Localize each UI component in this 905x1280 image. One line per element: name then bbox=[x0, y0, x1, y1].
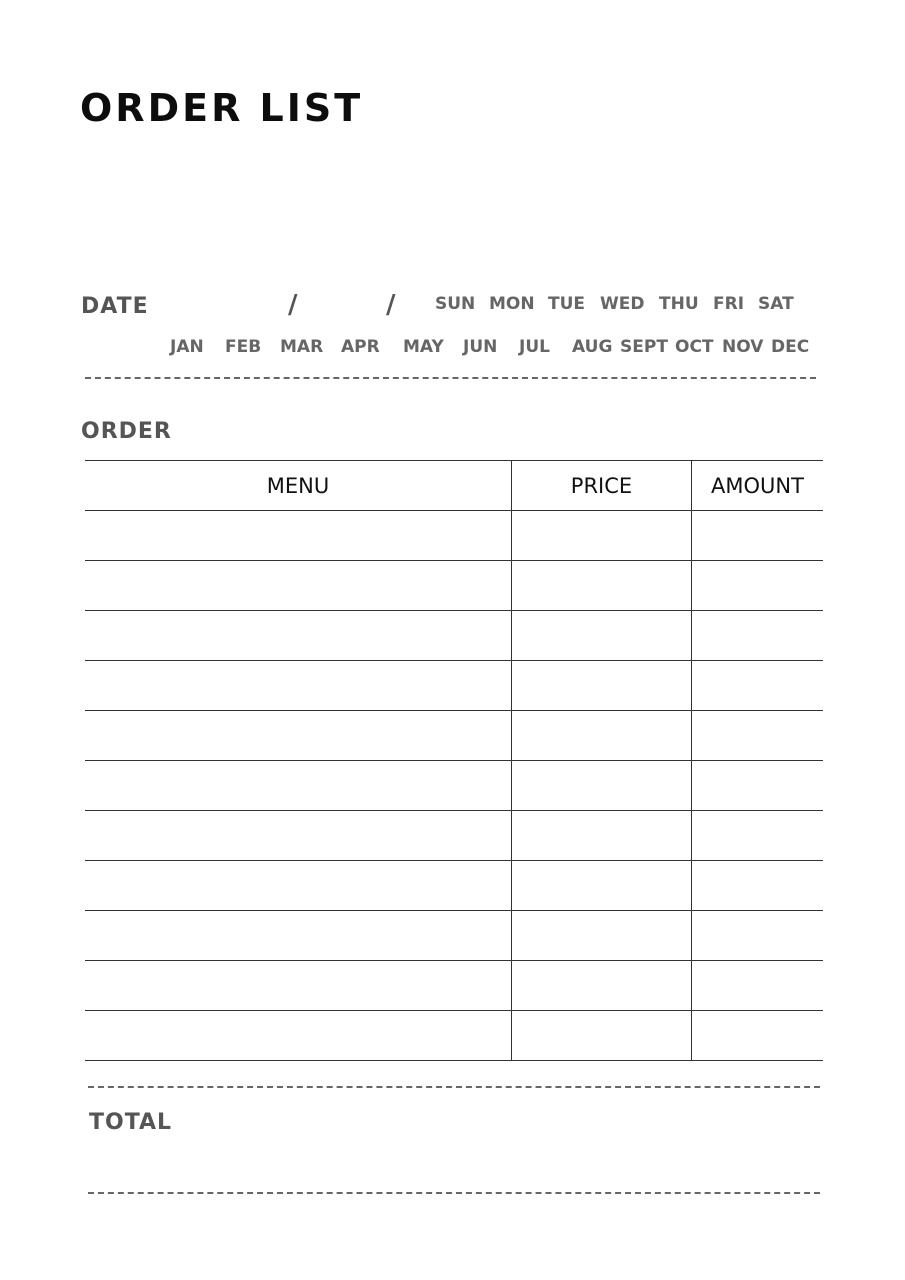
order-rows bbox=[85, 511, 823, 1061]
menu-cell[interactable] bbox=[85, 711, 512, 761]
table-row bbox=[85, 1011, 823, 1061]
amount-cell[interactable] bbox=[692, 861, 824, 911]
price-cell[interactable] bbox=[512, 711, 692, 761]
price-cell[interactable] bbox=[512, 611, 692, 661]
price-cell[interactable] bbox=[512, 1011, 692, 1061]
menu-cell[interactable] bbox=[85, 861, 512, 911]
menu-cell[interactable] bbox=[85, 761, 512, 811]
price-cell[interactable] bbox=[512, 511, 692, 561]
day-option-thu[interactable]: THU bbox=[659, 294, 699, 314]
table-row bbox=[85, 511, 823, 561]
amount-cell[interactable] bbox=[692, 711, 824, 761]
table-row bbox=[85, 811, 823, 861]
table-row bbox=[85, 861, 823, 911]
month-option-mar[interactable]: MAR bbox=[280, 337, 324, 357]
amount-cell[interactable] bbox=[692, 561, 824, 611]
month-option-dec[interactable]: DEC bbox=[771, 337, 810, 357]
month-option-may[interactable]: MAY bbox=[403, 337, 444, 357]
day-option-fri[interactable]: FRI bbox=[713, 294, 745, 314]
day-option-mon[interactable]: MON bbox=[489, 294, 535, 314]
amount-cell[interactable] bbox=[692, 961, 824, 1011]
month-option-jul[interactable]: JUL bbox=[519, 337, 550, 357]
column-header-amount: AMOUNT bbox=[692, 461, 824, 511]
day-option-sun[interactable]: SUN bbox=[435, 294, 476, 314]
menu-cell[interactable] bbox=[85, 661, 512, 711]
day-option-sat[interactable]: SAT bbox=[758, 294, 794, 314]
menu-cell[interactable] bbox=[85, 511, 512, 561]
table-header-row bbox=[85, 461, 823, 511]
amount-cell[interactable] bbox=[692, 1011, 824, 1061]
table-row bbox=[85, 561, 823, 611]
month-option-feb[interactable]: FEB bbox=[225, 337, 262, 357]
amount-cell[interactable] bbox=[692, 661, 824, 711]
column-header-menu: MENU bbox=[85, 461, 512, 511]
price-cell[interactable] bbox=[512, 761, 692, 811]
order-table bbox=[85, 460, 823, 1061]
table-row bbox=[85, 661, 823, 711]
price-cell[interactable] bbox=[512, 561, 692, 611]
total-top-divider bbox=[88, 1086, 820, 1088]
price-cell[interactable] bbox=[512, 861, 692, 911]
menu-cell[interactable] bbox=[85, 611, 512, 661]
day-option-wed[interactable]: WED bbox=[600, 294, 645, 314]
amount-cell[interactable] bbox=[692, 761, 824, 811]
month-option-nov[interactable]: NOV bbox=[722, 337, 764, 357]
date-divider bbox=[85, 377, 816, 379]
menu-cell[interactable] bbox=[85, 561, 512, 611]
menu-cell[interactable] bbox=[85, 1011, 512, 1061]
month-option-aug[interactable]: AUG bbox=[572, 337, 613, 357]
date-label: DATE bbox=[81, 294, 149, 319]
month-option-jun[interactable]: JUN bbox=[463, 337, 498, 357]
month-option-apr[interactable]: APR bbox=[341, 337, 380, 357]
date-separator: / bbox=[386, 290, 396, 320]
amount-cell[interactable] bbox=[692, 811, 824, 861]
price-cell[interactable] bbox=[512, 661, 692, 711]
price-cell[interactable] bbox=[512, 911, 692, 961]
menu-cell[interactable] bbox=[85, 911, 512, 961]
table-row bbox=[85, 711, 823, 761]
month-option-jan[interactable]: JAN bbox=[170, 337, 204, 357]
amount-cell[interactable] bbox=[692, 611, 824, 661]
month-option-sept[interactable]: SEPT bbox=[620, 337, 668, 357]
amount-cell[interactable] bbox=[692, 511, 824, 561]
price-cell[interactable] bbox=[512, 961, 692, 1011]
price-cell[interactable] bbox=[512, 811, 692, 861]
page-title: ORDER LIST bbox=[80, 86, 364, 130]
amount-cell[interactable] bbox=[692, 911, 824, 961]
date-separator: / bbox=[288, 290, 298, 320]
menu-cell[interactable] bbox=[85, 811, 512, 861]
total-bottom-divider bbox=[88, 1192, 820, 1194]
total-label: TOTAL bbox=[89, 1110, 173, 1135]
order-label: ORDER bbox=[81, 419, 172, 444]
month-option-oct[interactable]: OCT bbox=[675, 337, 714, 357]
day-option-tue[interactable]: TUE bbox=[548, 294, 586, 314]
table-row bbox=[85, 961, 823, 1011]
table-row bbox=[85, 611, 823, 661]
column-header-price: PRICE bbox=[512, 461, 692, 511]
table-row bbox=[85, 761, 823, 811]
table-row bbox=[85, 911, 823, 961]
menu-cell[interactable] bbox=[85, 961, 512, 1011]
